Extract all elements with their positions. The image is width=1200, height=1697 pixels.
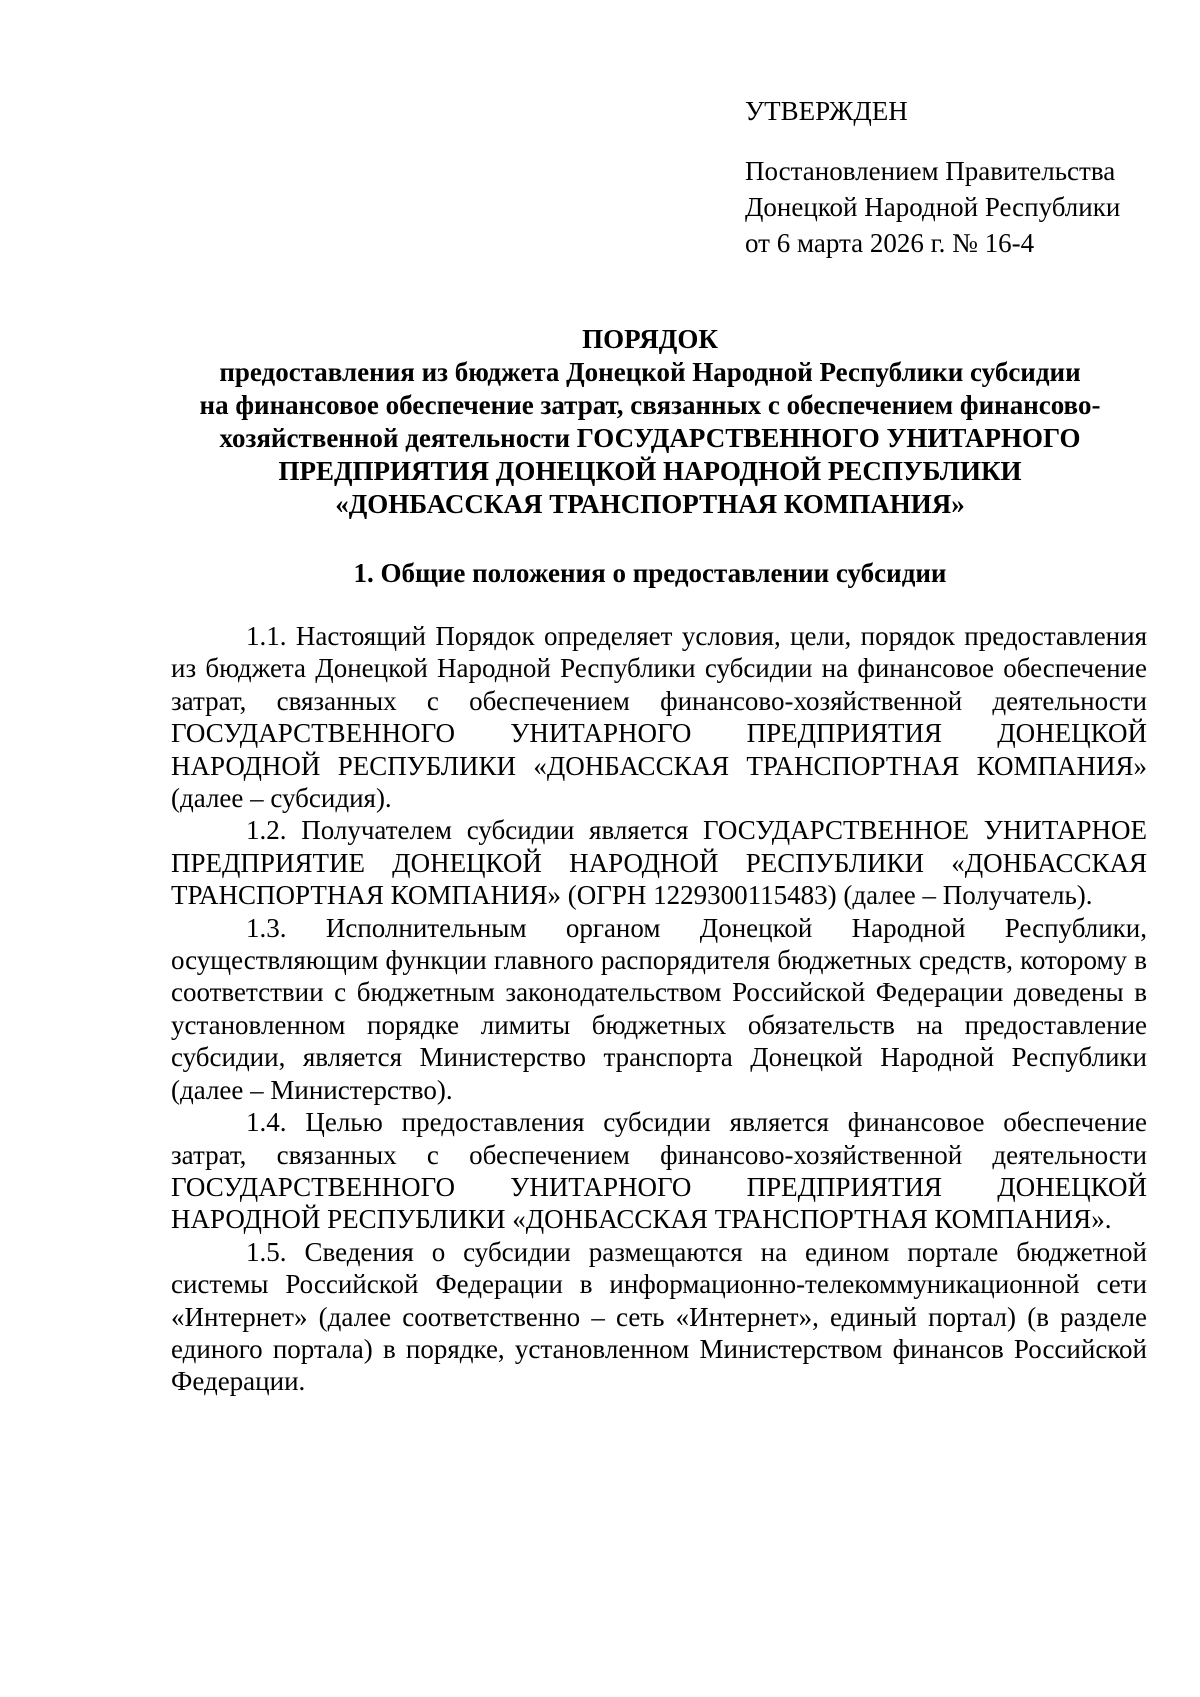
paragraph-1-1: 1.1. Настоящий Порядок определяет условия, цели, порядок предоставления из бюджета Донецкой Народной Республики субсидии на финансовое обеспечение затрат, связанных с обеспечением финансово-хозяйственной деятельности ГОСУДАРСТВЕННОГО УНИТАРНОГО ПРЕДПРИЯТИЯ ДОНЕЦКОЙ НАРОДНОЙ РЕСПУБЛИКИ «ДОНБАССКАЯ ТРАНСПОРТНАЯ КОМПАНИЯ» (далее – субсидия). bbox=[171, 621, 1147, 814]
title-line: ПРЕДПРИЯТИЯ ДОНЕЦКОЙ НАРОДНОЙ РЕСПУБЛИКИ bbox=[278, 456, 1022, 486]
title-main: ПОРЯДОК bbox=[582, 324, 718, 354]
approval-details bbox=[745, 153, 1120, 261]
section-body bbox=[171, 620, 1147, 1398]
paragraph-1-5: 1.5. Сведения о субсидии размещаются на едином портале бюджетной системы Российской Федерации в информационно-телекоммуникационной сети «Интернет» (далее соответственно – сеть «Интернет», единый портал) (в разделе единого портала) в порядке, установленном Министерством финансов Российской Федерации. bbox=[171, 1236, 1147, 1397]
approved-label: УТВЕРЖДЕН bbox=[745, 96, 908, 126]
paragraph-1-2: 1.2. Получателем субсидии является ГОСУДАРСТВЕННОЕ УНИТАРНОЕ ПРЕДПРИЯТИЕ ДОНЕЦКОЙ НАРОДНОЙ РЕСПУБЛИКИ «ДОНБАССКАЯ ТРАНСПОРТНАЯ КОМПАНИЯ» (ОГРН 1229300115483) (далее – Получатель). bbox=[171, 815, 1147, 911]
document-title bbox=[150, 322, 1150, 521]
approval-decree-line: Постановлением Правительства bbox=[745, 156, 1116, 186]
title-line: предоставления из бюджета Донецкой Народной Республики субсидии bbox=[219, 357, 1081, 387]
paragraph-1-4: 1.4. Целью предоставления субсидии является финансовое обеспечение затрат, связанных с обеспечением финансово-хозяйственной деятельности ГОСУДАРСТВЕННОГО УНИТАРНОГО ПРЕДПРИЯТИЯ ДОНЕЦКОЙ НАРОДНОЙ РЕСПУБЛИКИ «ДОНБАССКАЯ ТРАНСПОРТНАЯ КОМПАНИЯ». bbox=[171, 1107, 1147, 1235]
paragraph-1-3: 1.3. Исполнительным органом Донецкой Народной Республики, осуществляющим функции главного распорядителя бюджетных средств, которому в соответствии с бюджетным законодательством Российской Федерации доведены в установленном порядке лимиты бюджетных обязательств на предоставление субсидии, является Министерство транспорта Донецкой Народной Республики (далее – Министерство). bbox=[171, 912, 1147, 1105]
title-line: хозяйственной деятельности ГОСУДАРСТВЕННОГО УНИТАРНОГО bbox=[219, 423, 1081, 453]
approval-stamp bbox=[745, 93, 908, 129]
section-heading: 1. Общие положения о предоставлении субсидии bbox=[353, 558, 947, 588]
title-line: на финансовое обеспечение затрат, связанных с обеспечением финансово- bbox=[199, 390, 1101, 420]
approval-date-number-line: от 6 марта 2026 г. № 16-4 bbox=[745, 228, 1035, 258]
title-line: «ДОНБАССКАЯ ТРАНСПОРТНАЯ КОМПАНИЯ» bbox=[335, 489, 965, 519]
approval-authority-line: Донецкой Народной Республики bbox=[745, 192, 1121, 222]
